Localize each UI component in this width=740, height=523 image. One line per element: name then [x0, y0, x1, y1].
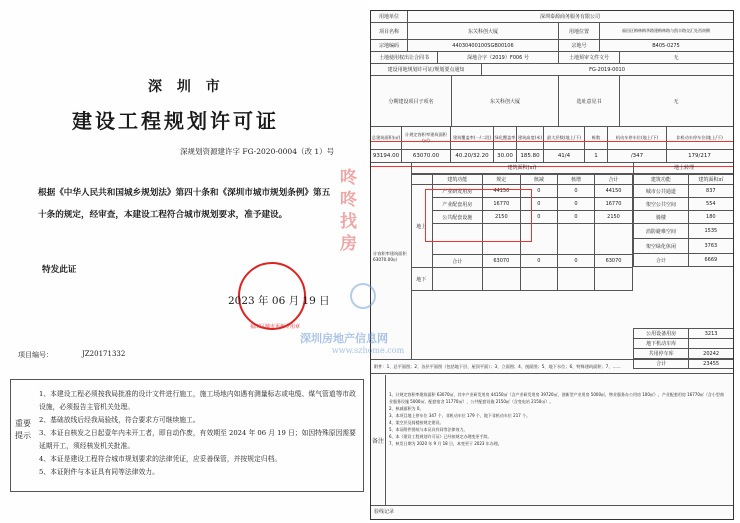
right-item-name: 架空公共空间	[634, 198, 689, 211]
remark-item: 1、计规定容积率建筑面积 63070㎡，其中产业研发用房 44150㎡（含产业研发用房 39720㎡，创新型产业用房 5000㎡，物业服务办公用房 100㎡），产业配套用房 16770㎡（含小型商业服务设施 5000㎡，配套宿舍 11770㎡），公共配套设施 2150㎡（含变电站 2150㎡）。	[389, 392, 724, 404]
under-item-value: 3213	[689, 329, 733, 339]
summary-header: 机动车停车位(地上/下)	[608, 127, 667, 149]
ground-label: 地上	[411, 185, 432, 268]
empty-cell	[482, 268, 520, 291]
remark-item: 4、架空层及骑楼按规定建设。	[389, 420, 444, 425]
label-pre-review: 土地预审文件文号	[559, 52, 620, 63]
summary-value: 185.80	[517, 150, 544, 162]
row-project-name	[371, 23, 733, 40]
function-total: 44150	[595, 185, 633, 198]
total-total: 63070	[595, 255, 633, 268]
watermark-logo-icon	[350, 283, 376, 309]
row-parcel-code	[371, 40, 733, 52]
under-label: 地下	[411, 268, 432, 291]
right-item-area: 1535	[688, 224, 733, 239]
right-function-table	[633, 174, 733, 267]
right-item-area: 6669	[688, 254, 733, 267]
function-add: 0	[557, 198, 594, 211]
area-title: 建筑面积(㎡)	[411, 163, 633, 174]
summary-header: 最大层数(地上/下)	[544, 127, 585, 149]
note-item: 5、本证附件与本证具有同等法律效力。	[39, 468, 159, 476]
function-total: 2150	[595, 211, 633, 224]
blank-cell	[411, 175, 432, 185]
remark-item: 3、本项目地上停车位 347 个，非机动车位 179 个，地下非机动车位 217 个。	[389, 413, 531, 418]
remarks-section	[371, 375, 733, 506]
empty-cell	[557, 268, 594, 291]
legal-basis-paragraph: 根据《中华人民共和国城乡规划法》第四十条和《深圳市城市规划条例》第五十条的规定，经审查，本建设工程符合城市规划要求，准予建设。	[38, 188, 331, 220]
summary-header: 非机动车停车位(地上/下)	[676, 135, 723, 140]
summary-header: 绿化覆盖率	[494, 127, 517, 149]
right-col-header: 建筑功能	[634, 175, 689, 185]
summary-header: 总建筑面积(㎡)	[371, 127, 402, 149]
remark-item: 7、核发日期为 2020 年 9 月 18 日，本变更于 2023 年办理。	[389, 441, 502, 446]
function-name: 公共配套设施	[432, 211, 482, 224]
function-name: 产业配套用房	[432, 198, 482, 211]
value-parcel-code: 44030400100SGB00106	[408, 40, 559, 51]
right-item-name: 城市公共通道	[634, 185, 689, 198]
function-sub: 0	[520, 185, 557, 198]
summary-header: 建筑高度(米)	[517, 127, 544, 149]
summary-value: 41/4	[544, 150, 585, 162]
under-item-label: 共用停车库	[634, 349, 689, 359]
label-project-name: 项目名称	[371, 23, 408, 39]
under-item-value	[689, 339, 733, 349]
note-item: 3、本证自核发之日起壹年内未开工者，即自动作废，有效期至 2024 年 06 月 19 日；如因特殊原因需要延期开工，须经核发机关批准。	[39, 429, 356, 450]
right-section-title: 地上转理	[633, 163, 734, 174]
attachments-row: 附件：1、总平面图；2、各层平面图（包括地下层、屋顶平面）；3、立面图；4、剖面图；5、地下水位；6、特殊建筑面积；7、……	[371, 360, 733, 374]
label-planning-permit: 建设用地规划许可证/规划要点通知	[371, 64, 482, 75]
watermark-site-name: 深圳房地产信息网	[300, 332, 388, 345]
summary-value: 93194.00	[371, 150, 402, 162]
label-contract: 土地使用权出让合同书	[371, 52, 438, 63]
empty-cell	[520, 268, 557, 291]
value-site-opinion: 无	[673, 98, 679, 105]
row-subproject	[371, 76, 733, 127]
col-header: 合计	[595, 175, 633, 185]
total-sub: 0	[520, 255, 557, 268]
under-item-label: 合计	[634, 359, 689, 369]
function-spec: 16770	[482, 198, 520, 211]
row-contract	[371, 52, 733, 64]
watermark-url: www.szhome.com	[332, 346, 405, 355]
remarks-label: 备注	[371, 375, 386, 505]
right-item-area: 554	[688, 198, 733, 211]
under-item-value: 20242	[689, 349, 733, 359]
watermark-brand: 咚咚找房	[340, 168, 357, 254]
important-notes-box	[10, 379, 364, 492]
summary-header: 建筑覆盖率(一/二段)	[451, 127, 494, 149]
right-col-header: 建筑面积㎡	[688, 175, 733, 185]
license-number: 深规划资源建许字 FG-2020-0004（改 1）号	[180, 147, 335, 156]
right-item-area: 837	[688, 185, 733, 198]
function-add: 0	[557, 185, 594, 198]
value-project-name: 东关科创大厦	[408, 23, 559, 39]
col-header: 建筑功能	[432, 175, 482, 185]
summary-value: 30.00	[494, 150, 517, 162]
function-sub: 0	[520, 198, 557, 211]
permit-certificate	[0, 0, 368, 523]
notes-label: 重要提示	[15, 419, 31, 440]
value-parcel-no: B405-0275	[652, 42, 680, 49]
under-item-value: 23455	[689, 359, 733, 369]
value-contract: 深地合字（2019）F006 号	[438, 52, 559, 63]
under-item-label: 地下机动车库	[634, 339, 689, 349]
right-item-name: 架空绿化休闲	[634, 239, 689, 254]
value-pre-review: 无	[673, 55, 679, 61]
summary-header: 栋数	[585, 127, 608, 149]
right-item-name: 消防避难空间	[634, 224, 689, 239]
empty-cell	[432, 268, 482, 291]
right-item-area: 3763	[688, 239, 733, 254]
notes-list	[39, 388, 361, 479]
value-subproject: 东关科创大厦	[452, 76, 559, 126]
right-item-name: 合计	[634, 254, 689, 267]
row-planning-permit	[371, 64, 733, 76]
empty-cell	[595, 268, 633, 291]
summary-value: 179/217	[688, 153, 711, 159]
note-item: 2、基础放线后经我局验线，符合要求方可继续施工。	[39, 416, 200, 424]
summary-header: 计规定容积率建筑面积(㎡)	[402, 127, 451, 149]
function-spec: 2150	[482, 211, 520, 224]
under-item-label: 公用设备用房	[634, 329, 689, 339]
issue-statement: 特发此证	[42, 265, 77, 275]
function-name: 产业研发用房	[432, 185, 482, 198]
remarks-list	[389, 391, 727, 447]
label-land-location: 用地位置	[559, 23, 600, 39]
remark-item: 5、本证附件图纸与本证具有同等法律效力。	[389, 427, 468, 432]
col-header: 核减	[520, 175, 557, 185]
note-item: 1、本建设工程必须按我局批准的设计文件进行施工，施工场地内如遇有测量标志或电缆、煤气管道等市政设施，必须报告主管机关处理。	[39, 390, 356, 411]
right-item-area: 180	[688, 211, 733, 224]
summary-value: 63070.00	[402, 150, 451, 162]
function-total: 16770	[595, 198, 633, 211]
function-add: 0	[557, 211, 594, 224]
value-land-location: 福田区梅林梅华路建梅林路与凯丰路交汇处西南侧	[622, 28, 710, 33]
function-sub: 0	[520, 211, 557, 224]
value-land-user: 深圳泰源商务服务有限公司	[539, 14, 600, 20]
label-parcel-code: 宗地编码	[371, 40, 408, 51]
empty-cell	[557, 224, 594, 255]
col-header: 核增	[557, 175, 594, 185]
remark-item: 2、核减面积为 0。	[389, 406, 424, 411]
remark-item: 6、本《建设工程规划许可证》已经按规定办理变更手续。	[389, 434, 492, 439]
label-parcel-no: 宗地号	[559, 40, 600, 51]
label-site-opinion: 选址意见书	[559, 76, 620, 126]
summary-value: /347	[608, 150, 667, 162]
project-number-label: 项目编号：	[18, 351, 53, 359]
right-item-name: 骑楼	[634, 211, 689, 224]
total-add: 0	[557, 255, 594, 268]
permit-attachment-table	[370, 10, 734, 520]
permit-title: 建设工程规划许可证	[72, 109, 279, 133]
value-planning-permit: FG-2019-0010	[589, 66, 625, 73]
note-item: 4、本证是建设工程符合城市规划要求的法律凭证，应妥善保管，并按规定归档。	[39, 455, 282, 463]
empty-cell	[595, 224, 633, 255]
col-header: 规定	[482, 175, 520, 185]
function-spec: 44150	[482, 185, 520, 198]
summary-value: 1	[585, 150, 608, 162]
summary-value: 40.20/32.20	[451, 150, 494, 162]
issue-date: 2023 年 06 月 19 日	[228, 295, 330, 307]
project-number: JZ20171332	[82, 350, 126, 358]
function-highlight-box	[425, 189, 532, 242]
total-spec: 63070	[482, 255, 520, 268]
calc-area-label: 计容积率建筑面积 63070.00㎡	[373, 251, 407, 262]
issuing-city: 深 圳 市	[148, 79, 225, 95]
seal-text: 福田区城市更新专用章	[250, 324, 301, 330]
total-label: 合计	[432, 255, 482, 268]
label-subproject: 分期建设项目子项名	[371, 76, 452, 126]
label-land-user: 用地单位	[371, 11, 408, 22]
row-land-user	[371, 11, 733, 23]
inspection-record-label: 验线记录	[374, 509, 395, 515]
